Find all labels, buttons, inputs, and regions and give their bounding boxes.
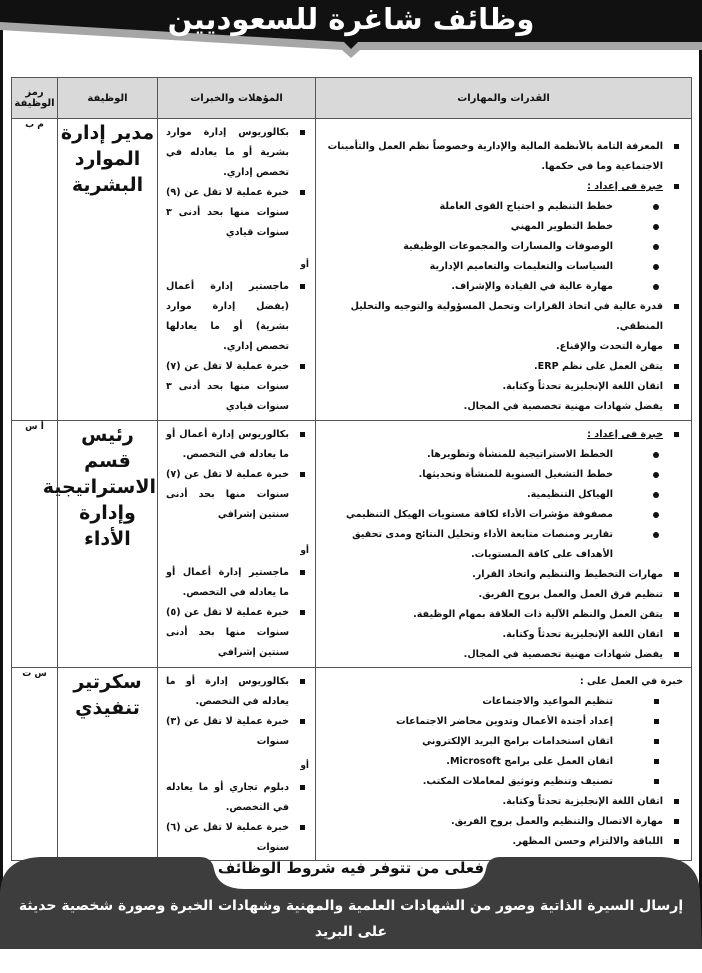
footer-line-1: إرسال السيرة الذاتية وصور من الشهادات العلمية والمهنية وشهادات الخبرة وصورة شخصية حديثة على البريد — [18, 898, 684, 940]
qualification-item: خبرة عملية لا تقل عن (٣) سنوات — [166, 712, 309, 752]
skills-cell — [316, 668, 692, 861]
jobs-table — [11, 77, 692, 861]
qualification-item: خبرة عملية لا تقل عن (٥) سنوات منها بحد أدنى سنتين إشرافي — [166, 603, 309, 663]
table-header-row — [12, 78, 692, 119]
table-row — [12, 119, 692, 421]
skill-item: اتقان اللغة الإنجليزية تحدثاً وكتابة. — [320, 377, 683, 397]
experience-heading — [320, 177, 683, 197]
table-row — [12, 668, 692, 861]
experience-item: السياسات والتعليمات والتعاميم الإدارية — [320, 257, 683, 277]
footer-line-2-end: مع إدراج رمز الوظيفة في خانة الموضوع للبريد الإلكتروني. — [18, 952, 421, 968]
footer-line-2 — [14, 945, 688, 973]
footer-banner — [0, 855, 702, 969]
experience-item: إعداد أجندة الأعمال وتدوين محاضر الاجتماعات — [320, 712, 683, 732]
qualification-item: خبرة عملية لا تقل عن (٦) سنوات — [166, 818, 309, 858]
experience-item: اتقان استخدامات برامج البريد الإلكتروني — [320, 732, 683, 752]
or-label: أو — [300, 546, 309, 556]
qualifications-cell — [158, 668, 316, 861]
experience-item: الخطط الاستراتيجية للمنشأة وتطويرها. — [320, 445, 683, 465]
job-code-cell — [12, 421, 58, 668]
experience-item: مهارة عالية في القيادة والإشراف. — [320, 277, 683, 297]
experience-heading-text: خبرة في إعداد : — [587, 429, 663, 440]
skill-item: مهارة الاتصال والتنظيم والعمل بروح الفريق. — [320, 812, 683, 832]
footer-line-2-start: الإلكتروني — [612, 952, 684, 968]
skill-item: مهارات التخطيط والتنظيم واتخاذ القرار. — [320, 565, 683, 585]
experience-item: خطط التنظيم و احتياج القوى العاملة — [320, 197, 683, 217]
qualification-item: بكالوريوس إدارة موارد بشرية أو ما يعادله في تخصص إداري. — [166, 123, 309, 183]
qualification-item: بكالوريوس إدارة أو ما يعادله في التخصص. — [166, 672, 309, 712]
qualification-item: خبرة عملية لا تقل عن (٧) سنوات منها بحد أدنى ٣ سنوات قيادي — [166, 357, 309, 417]
skill-item: قدرة عالية في اتخاذ القرارات وتحمل المسؤولية والتوجيه والتحليل المنطقي. — [320, 297, 683, 337]
job-title: مدير إدارة الموارد البشرية — [60, 122, 155, 196]
page-title: وظائف شاغرة للسعوديين — [167, 2, 535, 36]
footer-instructions — [14, 893, 688, 973]
qualifications-cell — [158, 421, 316, 668]
qualification-item: دبلوم تجاري أو ما يعادله في التخصص. — [166, 778, 309, 818]
qualification-item: ماجستير إدارة أعمال (يفضل إدارة موارد بشرية) أو ما يعادلها تخصص إداري. — [166, 277, 309, 357]
column-header-skills: القدرات والمهارات — [316, 78, 692, 119]
experience-item: خطط التشغيل السنوية للمنشأة وتحديثها. — [320, 465, 683, 485]
column-header-qualifications: المؤهلات والخبرات — [158, 78, 316, 119]
experience-item: تنظيم المواعيد والاجتماعات — [320, 692, 683, 712]
skill-item: يتقن العمل والنظم الآلية ذات العلاقة بمهام الوظيفة. — [320, 605, 683, 625]
skill-item: اتقان اللغة الإنجليزية تحدثاً وكتابة. — [320, 625, 683, 645]
or-label: أو — [300, 260, 309, 270]
email-link[interactable]: jobs@cchi.gov.sa — [425, 947, 608, 969]
skill-item: اللباقة والالتزام وحسن المظهر. — [320, 832, 683, 852]
qualification-item: ماجستير إدارة أعمال أو ما يعادله في التخصص. — [166, 563, 309, 603]
experience-item: مصفوفة مؤشرات الأداء لكافة مستويات الهيكل التنظيمي — [320, 505, 683, 525]
experience-item: تقارير ومنصات متابعة الأداء وتحليل النتائج ومدى تحقيق الأهداف على كافة المستويات. — [320, 525, 683, 565]
job-title-cell — [42, 421, 158, 668]
qualification-item: خبرة عملية لا تقل عن (٩) سنوات منها بحد أدنى ٣ سنوات قيادي — [166, 183, 309, 243]
skill-item: يفضل شهادات مهنية تخصصية في المجال. — [320, 645, 683, 665]
job-title: رئيس قسم الاستراتيجية وإدارة الأداء — [42, 424, 156, 550]
skill-item: اتقان اللغة الإنجليزية تحدثاً وكتابة. — [320, 792, 683, 812]
job-code: أ س — [25, 422, 44, 432]
experience-heading-text: خبرة في إعداد : — [587, 181, 663, 192]
experience-item: اتقان العمل على برامج Microsoft. — [320, 752, 683, 772]
column-header-title: الوظيفة — [58, 78, 158, 119]
job-code: س ت — [22, 669, 47, 679]
footer-heading: فعلى من تتوفر فيه شروط الوظائف — [217, 859, 485, 877]
job-title-cell — [58, 119, 158, 421]
experience-item: الوصوفات والمسارات والمجموعات الوظيفية — [320, 237, 683, 257]
skill-item: يفضل شهادات مهنية تخصصية في المجال. — [320, 397, 683, 417]
qualification-item: خبرة عملية لا تقل عن (٧) سنوات منها بحد أدنى سنتين إشرافي — [166, 465, 309, 525]
experience-item: تصنيف وتنظيم وتوثيق لمعاملات المكتب. — [320, 772, 683, 792]
job-code-cell — [12, 119, 58, 421]
column-header-code: رمز الوظيفة — [12, 78, 58, 119]
qualification-item: بكالوريوس إدارة أعمال أو ما يعادله في التخصص. — [166, 425, 309, 465]
job-code: م ب — [25, 120, 44, 130]
skill-item: مهارة التحدث والإقناع. — [320, 337, 683, 357]
skill-item: يتقن العمل على نظم ERP. — [320, 357, 683, 377]
job-code-cell — [12, 668, 58, 861]
experience-heading: خبرة في العمل على : — [579, 676, 683, 687]
experience-item: خطط التطوير المهني — [320, 217, 683, 237]
skill-item: تنظيم فرق العمل والعمل بروح الفريق. — [320, 585, 683, 605]
qualifications-cell — [158, 119, 316, 421]
skills-cell — [316, 119, 692, 421]
or-label: أو — [300, 761, 309, 771]
job-title-cell — [58, 668, 158, 861]
header-banner — [0, 0, 702, 60]
job-title: سكرتير تنفيذي — [73, 671, 142, 719]
table-row — [12, 421, 692, 668]
experience-heading — [320, 425, 683, 445]
skill-item: المعرفة التامة بالأنظمة المالية والإدارية وخصوصاً نظم العمل والتأمينات الاجتماعية وما في حكمها. — [320, 137, 683, 177]
experience-item: الهياكل التنظيمية. — [320, 485, 683, 505]
skills-cell — [316, 421, 692, 668]
